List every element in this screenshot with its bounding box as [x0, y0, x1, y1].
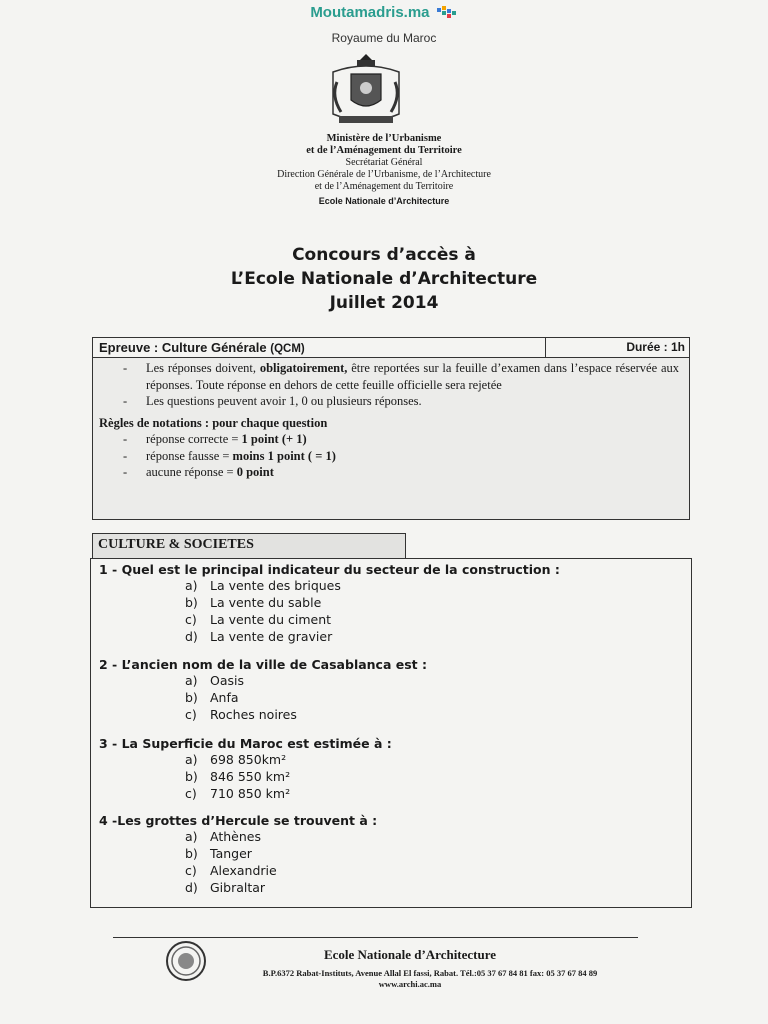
question-2: 2 - L’ancien nom de la ville de Casablanca est :: [99, 657, 427, 672]
option: b) Anfa: [185, 690, 239, 705]
header-divider: [545, 338, 546, 357]
note-item: - réponse correcte = 1 point (+ 1): [123, 432, 307, 446]
coat-of-arms-icon: [323, 52, 409, 128]
footer-divider: [113, 937, 638, 938]
footer-website: www.archi.ac.ma: [378, 979, 442, 989]
option: b) 846 550 km²: [185, 769, 291, 784]
option: a) Athènes: [185, 829, 261, 844]
option: a) Oasis: [185, 673, 244, 688]
option: c) Alexandrie: [185, 863, 277, 878]
option: c) La vente du ciment: [185, 612, 332, 627]
option: a) 698 850km²: [185, 752, 287, 767]
rule-item: - Les questions peuvent avoir 1, 0 ou plusieurs réponses.: [123, 394, 422, 408]
brand-logo-icon: [436, 6, 458, 20]
exam-title: [0, 243, 768, 315]
section-tag: [92, 533, 406, 559]
title-line-2: L’Ecole Nationale d’Architecture: [230, 269, 538, 289]
exam-subject: Epreuve : Culture Générale: [99, 340, 267, 355]
exam-label: [99, 340, 305, 355]
direction-line-1: Direction Générale de l’Urbanisme, de l’Architecture: [277, 169, 491, 180]
option: b) La vente du sable: [185, 595, 322, 610]
footer-school-name: Ecole Nationale d’Architecture: [323, 947, 497, 962]
question-3: 3 - La Superficie du Maroc est estimée à :: [99, 736, 392, 751]
option: c) Roches noires: [185, 707, 297, 722]
ministry-line-1: Ministère de l’Urbanisme: [326, 133, 442, 144]
option: d) La vente de gravier: [185, 629, 333, 644]
option: a) La vente des briques: [185, 578, 341, 593]
brand-header: [0, 4, 768, 21]
exam-type: (QCM): [270, 343, 305, 355]
question-4: 4 -Les grottes d’Hercule se trouvent à :: [99, 813, 378, 828]
exam-duration: Durée : 1h: [626, 340, 685, 354]
secretariat-label: Secrétariat Général: [345, 157, 423, 168]
kingdom-label: Royaume du Maroc: [331, 31, 437, 45]
section-title: CULTURE & SOCIETES: [98, 537, 254, 552]
rules-block: [93, 360, 689, 481]
brand-name: Moutamadris.ma: [310, 4, 430, 21]
direction-line-2: et de l’Aménagement du Territoire: [314, 181, 454, 192]
note-item: - aucune réponse = 0 point: [123, 465, 274, 479]
option: d) Gibraltar: [185, 880, 266, 895]
option: c) 710 850 km²: [185, 786, 291, 801]
exam-instructions-box: [92, 337, 690, 520]
ministry-line-2: et de l’Aménagement du Territoire: [306, 145, 462, 156]
title-line-3: Juillet 2014: [329, 293, 439, 313]
rule-item: - Les réponses doivent, obligatoirement, être reportées sur la feuille d’examen dans l’espace réservée aux réponses. Toute réponse en dehors de cette feuille officielle sera rejetée: [123, 361, 679, 392]
title-line-1: Concours d’accès à: [292, 245, 476, 265]
questions-box: [90, 558, 692, 908]
ministry-block: [0, 133, 768, 207]
footer-address: B.P.6372 Rabat-Instituts, Avenue Allal El fassi, Rabat. Tél.:05 37 67 84 81 fax: 05 37 67 84 89: [262, 968, 598, 978]
question-1: 1 - Quel est le principal indicateur du secteur de la construction :: [99, 562, 560, 577]
notes-title: Règles de notations : pour chaque question: [99, 415, 328, 430]
school-label: Ecole Nationale d’Architecture: [318, 196, 450, 206]
option: b) Tanger: [185, 846, 252, 861]
exam-header-row: [93, 338, 689, 358]
note-item: - réponse fausse = moins 1 point ( = 1): [123, 448, 336, 463]
